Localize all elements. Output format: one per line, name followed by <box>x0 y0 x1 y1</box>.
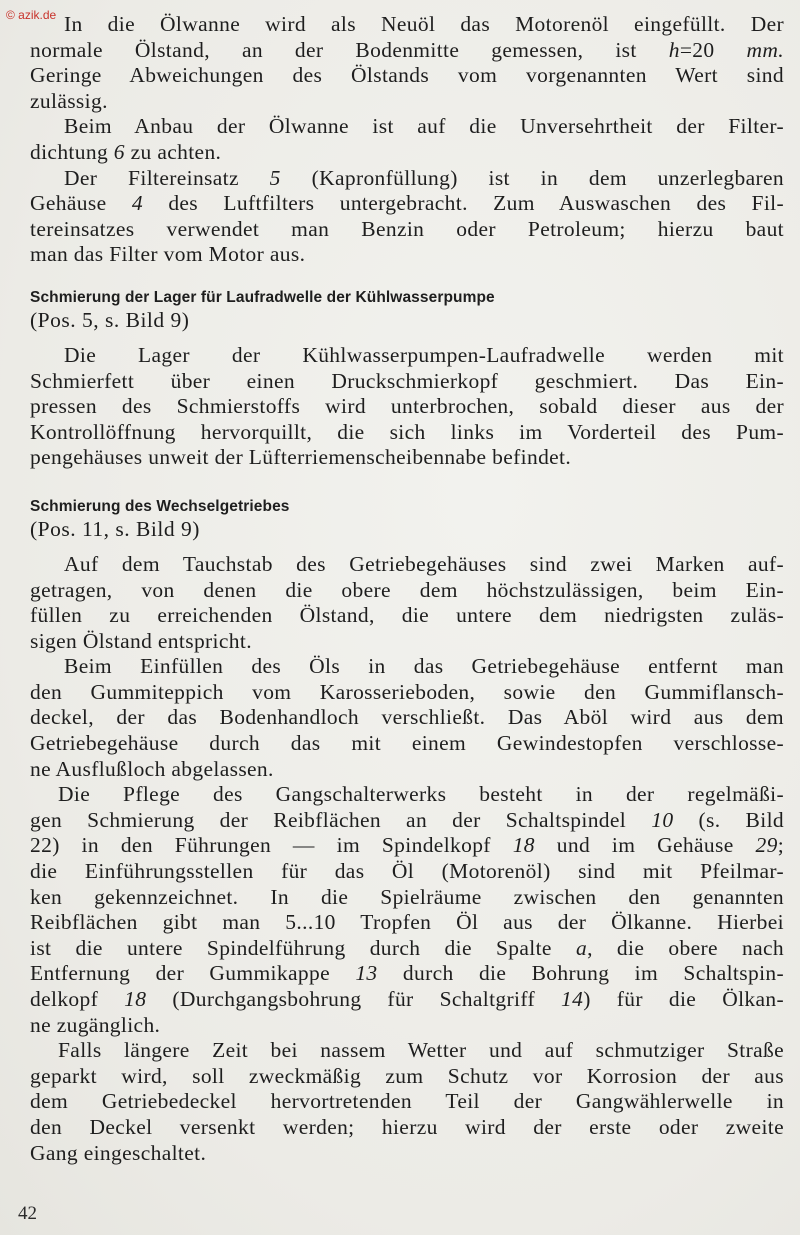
text-line: Kontrollöffnung hervorquillt, die sich links im Vorderteil des Pum- <box>30 419 784 444</box>
text-line: den Deckel versenkt werden; hierzu wird der erste oder zweite <box>30 1114 784 1139</box>
text-line: Entfernung der Gummikappe 13 durch die Bohrung im Schaltspin- <box>30 961 784 986</box>
text-line: den Gummiteppich vom Karosserieboden, sowie den Gummiflansch- <box>30 679 784 704</box>
text-line: gen Schmierung der Reibflächen an der Schaltspindel 10 (s. Bild <box>30 807 784 832</box>
watermark: © azik.de <box>6 8 57 22</box>
text-line: ist die untere Spindelführung durch die Spalte a, die obere nach <box>30 935 784 960</box>
section-gearbox <box>30 498 784 1166</box>
text-line: normale Ölstand, an der Bodenmitte gemessen, ist h=20 mm. <box>30 37 784 62</box>
paragraph-filling <box>30 654 784 782</box>
text-line: Die Pflege des Gangschalterwerks besteht in der regelmäßi- <box>58 782 784 807</box>
text-line: füllen zu erreichenden Ölstand, die untere dem niedrigsten zuläs- <box>30 603 784 628</box>
paragraph-parking <box>30 1038 784 1166</box>
section-heading: Schmierung der Lager für Laufradwelle der Kühlwasserpumpe <box>30 288 495 306</box>
page-content <box>30 12 784 1166</box>
section-heading: Schmierung des Wechselgetriebes <box>30 497 290 515</box>
text-line: sigen Ölstand entspricht. <box>30 628 252 653</box>
text-line: Der Filtereinsatz 5 (Kapronfüllung) ist in dem unzerlegbaren <box>64 165 784 190</box>
text-line: Falls längere Zeit bei nassem Wetter und auf schmutziger Straße <box>58 1038 784 1063</box>
text-line: 22) in den Führungen — im Spindelkopf 18 und im Gehäuse 29; <box>30 833 784 858</box>
page-number: 42 <box>18 1203 37 1224</box>
text-line: tereinsatzes verwendet man Benzin oder Petroleum; hierzu baut <box>30 216 784 241</box>
text-line: geparkt wird, soll zweckmäßig zum Schutz vor Korrosion der aus <box>30 1063 784 1088</box>
text-line: pressen des Schmierstoffs wird unterbrochen, sobald dieser aus der <box>30 394 784 419</box>
text-line: Reibflächen gibt man 5...10 Tropfen Öl aus der Ölkanne. Hierbei <box>30 910 784 935</box>
text-line: ken gekennzeichnet. In die Spielräume zwischen den genannten <box>30 884 784 909</box>
text-line: Die Lager der Kühlwasserpumpen-Laufradwelle werden mit <box>64 342 784 367</box>
text-line: Beim Einfüllen des Öls in das Getriebegehäuse entfernt man <box>64 654 784 679</box>
text-line: ne zugänglich. <box>30 1012 161 1037</box>
paragraph-filter-seal <box>30 114 784 165</box>
text-line: zulässig. <box>30 88 108 113</box>
text-line: die Einführungsstellen für das Öl (Motorenöl) sind mit Pfeilmar- <box>30 859 784 884</box>
text-line: Gang eingeschaltet. <box>30 1140 207 1165</box>
text-line: In die Ölwanne wird als Neuöl das Motorenöl eingefüllt. Der <box>64 12 784 36</box>
paragraph-oil-pan <box>30 12 784 114</box>
section-reference: (Pos. 5, s. Bild 9) <box>30 307 190 332</box>
text-line: man das Filter vom Motor aus. <box>30 242 306 267</box>
text-line: dichtung 6 zu achten. <box>30 139 222 164</box>
text-line: Geringe Abweichungen des Ölstands vom vorgenannten Wert sind <box>30 63 784 88</box>
text-line: getragen, von denen die obere dem höchstzulässigen, beim Ein- <box>30 577 784 602</box>
text-line: dem Getriebedeckel hervortretenden Teil der Gangwählerwelle in <box>30 1089 784 1114</box>
text-line: delkopf 18 (Durchgangsbohrung für Schaltgriff 14) für die Ölkan- <box>30 987 784 1011</box>
paragraph-filter-insert <box>30 166 784 268</box>
section-reference: (Pos. 11, s. Bild 9) <box>30 516 200 541</box>
text-line: Schmierfett über einen Druckschmierkopf geschmiert. Das Ein- <box>30 368 784 393</box>
paragraph-dipstick <box>30 552 784 654</box>
text-line: Auf dem Tauchstab des Getriebegehäuses sind zwei Marken auf- <box>64 551 784 576</box>
text-line: Beim Anbau der Ölwanne ist auf die Unversehrtheit der Filter- <box>64 114 784 139</box>
paragraph-gear-shift <box>30 782 784 1038</box>
text-line: Gehäuse 4 des Luftfilters untergebracht. Zum Auswaschen des Fil- <box>30 191 784 216</box>
section-water-pump <box>30 289 784 471</box>
text-line: ne Ausflußloch abgelassen. <box>30 756 274 781</box>
text-line: pengehäuses unweit der Lüfterriemenscheibennabe befindet. <box>30 445 572 470</box>
text-line: Getriebegehäuse durch das mit einem Gewindestopfen verschlosse- <box>30 731 784 756</box>
text-line: deckel, der das Bodenhandloch verschließt. Das Aböl wird aus dem <box>30 705 784 730</box>
